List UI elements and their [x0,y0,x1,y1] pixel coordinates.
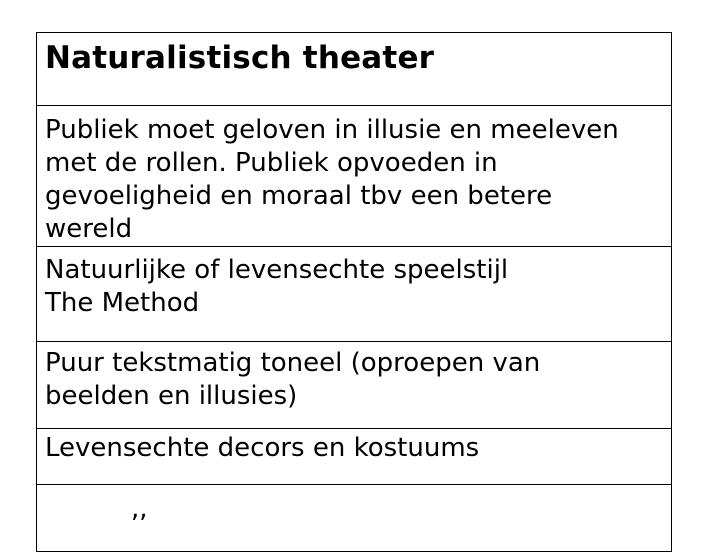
text-line: wereld [45,214,133,244]
table-row [37,429,671,485]
text-line: The Method [45,288,200,318]
text-line: Levensechte decors en kostuums [45,433,480,463]
row-text [45,347,663,413]
row-text [45,432,663,465]
row-text [45,114,663,246]
text-line: Natuurlijke of levensechte speelstijl [45,255,509,285]
row-text [45,254,663,320]
table-header-row [37,33,671,106]
text-line: beelden en illusies) [45,381,298,411]
text-line: Puur tekstmatig toneel (oproepen van [45,348,541,378]
table-row [37,247,671,342]
text-line: gevoeligheid en moraal tbv een betere [45,181,553,211]
table-row [37,106,671,247]
text-line: Publiek moet geloven in illusie en meeleven [45,115,619,145]
table-row [37,485,671,553]
ditto-mark: ,, [131,494,148,524]
content-table [36,32,672,552]
text-line: met de rollen. Publiek opvoeden in [45,148,498,178]
table-row [37,342,671,429]
table-title: Naturalistisch theater [45,40,435,76]
